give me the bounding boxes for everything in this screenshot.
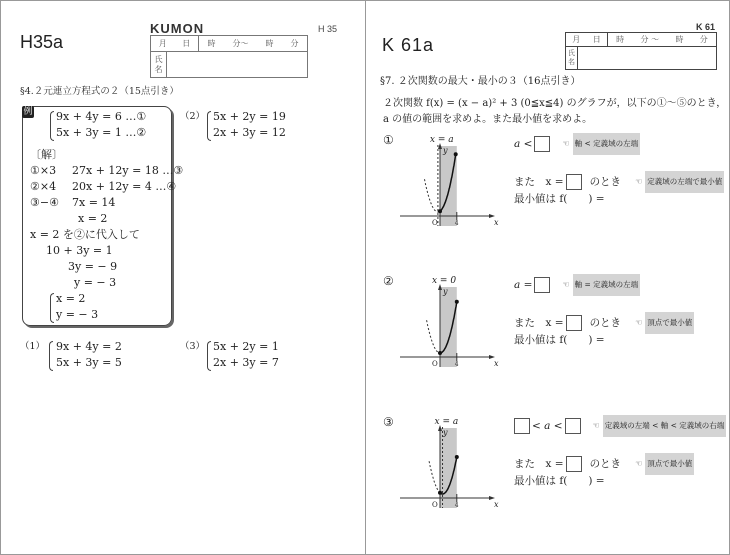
example-eq: 9x + 4y = 6 …① — [56, 110, 147, 123]
four-label: 4 — [454, 220, 459, 227]
day-label: 日 — [592, 35, 601, 44]
mata-text: また x = — [514, 317, 564, 329]
pointing-hand-icon: ☜ — [635, 459, 643, 468]
brace — [50, 293, 54, 323]
hint-label: 頂点で最小値 — [645, 453, 694, 475]
endpoint-dot — [455, 455, 459, 459]
answer-box[interactable] — [534, 136, 550, 152]
answer-box[interactable] — [566, 174, 582, 190]
parabola-graph — [395, 415, 515, 515]
hour-label: 時 — [207, 39, 216, 48]
axis-equation-label: x = a — [434, 417, 459, 427]
minute-label: 分 — [290, 39, 299, 48]
name-label-char: 名 — [568, 58, 575, 66]
y-axis-label: y — [443, 428, 448, 437]
step-expr: 20x + 12y = 4 …④ — [72, 180, 177, 193]
answer-box[interactable] — [566, 456, 582, 472]
origin-label: O — [432, 360, 438, 368]
condition-row — [514, 133, 640, 155]
answer-box[interactable] — [565, 418, 581, 434]
min-value-row — [514, 331, 605, 349]
origin-label: O — [432, 219, 438, 227]
answer-box[interactable] — [514, 418, 530, 434]
example-label: 例 — [23, 107, 33, 117]
sub-step: 10 + 3y = 1 — [46, 244, 113, 257]
name-label-char: 氏 — [568, 49, 575, 57]
notoki-text: のとき — [589, 458, 622, 470]
min-value-row — [514, 190, 605, 208]
notoki-text: のとき — [589, 317, 622, 329]
minute-label: 分 ～ — [640, 35, 660, 44]
problem-eq: 2x + 3y = 12 — [213, 126, 286, 139]
name-label-char: 名 — [154, 65, 163, 74]
domain-shade — [440, 146, 457, 226]
pointing-hand-icon: ☜ — [635, 318, 643, 327]
answer-eq: x = 2 — [56, 292, 86, 305]
x-axis-label: x — [494, 500, 499, 509]
axis-equation-label: x = 0 — [432, 276, 457, 286]
question-number: ③ — [383, 415, 394, 429]
mata-text: また x = — [514, 458, 564, 470]
problem-number: （2） — [180, 111, 206, 122]
brace — [50, 111, 54, 141]
parabola-graph — [395, 133, 515, 233]
left-page-title: H35a — [20, 32, 64, 52]
mata-text: また x = — [514, 176, 564, 188]
right-header-table — [565, 32, 717, 70]
x-axis-label: x — [494, 218, 499, 227]
condition-row — [514, 274, 640, 296]
minute-label: 分 — [699, 35, 708, 44]
problem-eq: 9x + 4y = 2 — [56, 340, 122, 353]
left-page-code: H 35 — [318, 24, 338, 34]
condition-text: a = — [514, 279, 533, 291]
min-value-text: 最小値は f( ) = — [514, 193, 605, 205]
solution-label: 〔解〕 — [30, 148, 63, 161]
hint-label: 定義域の左端で最小値 — [645, 171, 724, 193]
endpoint-dot — [438, 491, 442, 495]
month-label: 月 — [572, 35, 581, 44]
name-field[interactable] — [578, 47, 716, 69]
hint-label: 定義域の左端 < 軸 < 定義域の右端 — [603, 415, 727, 437]
hint-label: 軸 < 定義域の左端 — [573, 133, 641, 155]
name-label — [151, 52, 167, 77]
intro-line-2: a の値の範囲を求めよ。また最小値を求めよ。 — [383, 114, 593, 125]
pointing-hand-icon: ☜ — [592, 421, 600, 430]
endpoint-dot — [455, 300, 459, 304]
problem-number: （1） — [20, 341, 46, 352]
y-axis-label: y — [443, 146, 448, 155]
sub-step: y = − 3 — [74, 276, 117, 289]
notoki-text: のとき — [589, 176, 622, 188]
pointing-hand-icon: ☜ — [562, 280, 570, 289]
name-label — [566, 47, 578, 69]
step-op: ①×3 — [30, 164, 57, 177]
origin-label: O — [432, 501, 438, 509]
hour-label: 時 — [675, 35, 684, 44]
answer-box[interactable] — [534, 277, 550, 293]
parabola-graph — [395, 274, 515, 374]
step-expr: x = 2 — [78, 212, 108, 225]
example-eq: 5x + 3y = 1 …② — [56, 126, 147, 139]
four-label: 4 — [454, 361, 459, 368]
step-op: ③−④ — [30, 196, 59, 209]
problem-eq: 2x + 3y = 7 — [213, 356, 279, 369]
right-section-heading: §7. ２次関数の最大・最小の３（16点引き） — [380, 76, 581, 87]
axis-equation-label: x = a — [429, 135, 454, 145]
name-field[interactable] — [167, 52, 307, 77]
answer-box[interactable] — [566, 315, 582, 331]
brace — [207, 341, 211, 371]
pointing-hand-icon: ☜ — [562, 139, 570, 148]
endpoint-dot — [454, 152, 458, 156]
min-value-row — [514, 472, 605, 490]
sub-step: 3y = − 9 — [68, 260, 118, 273]
brace — [207, 111, 211, 141]
hint-label: 軸 = 定義域の左端 — [573, 274, 641, 296]
min-value-text: 最小値は f( ) = — [514, 334, 605, 346]
month-label: 月 — [158, 39, 167, 48]
name-label-char: 氏 — [154, 55, 163, 64]
hour-label: 時 — [616, 35, 625, 44]
step-expr: 27x + 12y = 18 …③ — [72, 164, 184, 177]
condition-text: a < — [514, 138, 533, 150]
intro-line-1: ２次関数 f(x) = (x − a)² + 3 (0≦x≦4) のグラフが，以下の①～⑤のとき， — [383, 98, 727, 109]
right-page-code: K 61 — [696, 22, 716, 32]
brace — [49, 341, 53, 371]
question-number: ② — [383, 274, 394, 288]
problem-eq: 5x + 2y = 19 — [213, 110, 286, 123]
pointing-hand-icon: ☜ — [635, 177, 643, 186]
hint-label: 頂点で最小値 — [645, 312, 694, 334]
problem-number: （3） — [180, 341, 206, 352]
x-axis-label: x — [494, 359, 499, 368]
domain-shade — [440, 287, 457, 367]
y-axis-label: y — [443, 287, 448, 296]
problem-eq: 5x + 2y = 1 — [213, 340, 279, 353]
condition-text: < a < — [532, 420, 563, 432]
minute-label: 分～ — [232, 39, 249, 48]
endpoint-dot — [438, 209, 442, 213]
answer-eq: y = − 3 — [56, 308, 99, 321]
step-op: ②×4 — [30, 180, 57, 193]
min-value-text: 最小値は f( ) = — [514, 475, 605, 487]
right-page-title: K 61a — [382, 35, 435, 55]
condition-row — [514, 415, 726, 437]
question-number: ① — [383, 133, 394, 147]
page-divider — [365, 0, 366, 555]
substitute-text: x = 2 を②に代入して — [30, 228, 140, 241]
left-header-table — [150, 35, 308, 78]
four-label: 4 — [454, 502, 459, 509]
endpoint-dot — [438, 351, 442, 355]
day-label: 日 — [182, 39, 191, 48]
step-expr: 7x = 14 — [72, 196, 116, 209]
problem-eq: 5x + 3y = 5 — [56, 356, 122, 369]
left-section-heading: §4.２元連立方程式の２（15点引き） — [20, 86, 179, 97]
kumon-logo: KUMON — [150, 21, 205, 36]
hour-label: 時 — [265, 39, 274, 48]
